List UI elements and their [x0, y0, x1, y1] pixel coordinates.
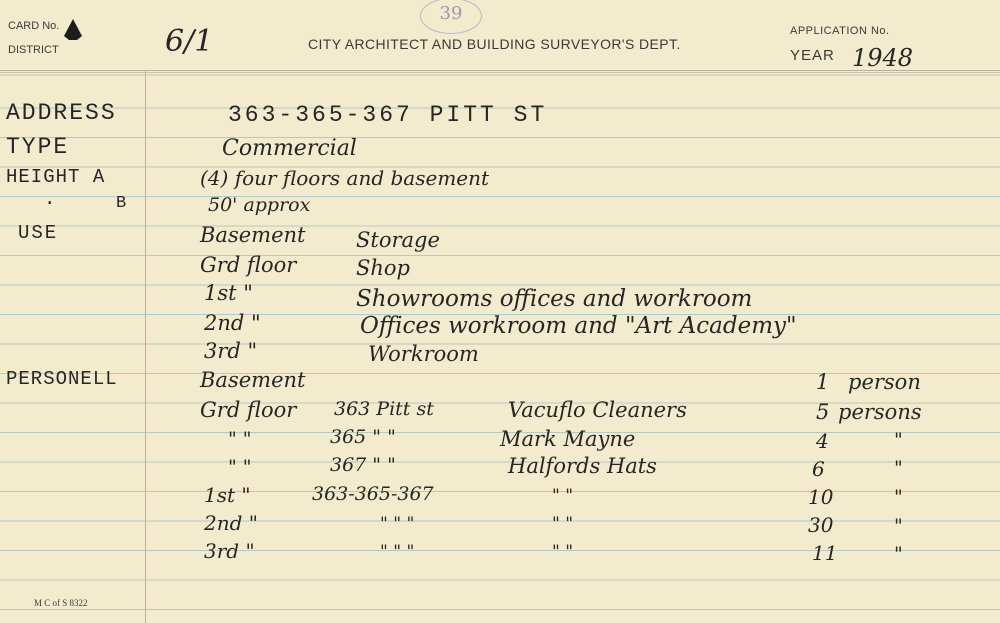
- personnel-unit: ": [894, 515, 903, 537]
- use-description: Storage: [356, 228, 440, 252]
- height-a-value: (4) four floors and basement: [200, 166, 490, 190]
- height-a-label: HEIGHT A: [6, 166, 106, 188]
- height-b-mark: .: [44, 188, 58, 210]
- personnel-unit: ": [894, 543, 903, 565]
- personnel-floor: Grd floor: [200, 398, 297, 422]
- personnel-number: " " ": [380, 542, 415, 562]
- use-description: Offices workroom and "Art Academy": [360, 313, 797, 339]
- personnel-count: 4: [816, 429, 829, 453]
- personnel-unit: person: [848, 370, 921, 394]
- personnel-count: 30: [808, 513, 834, 537]
- use-description: Shop: [356, 256, 410, 280]
- personnel-occupant: Mark Mayne: [500, 427, 636, 451]
- form-code: M C of S 8322: [34, 598, 88, 608]
- use-floor: 3rd ": [204, 339, 258, 363]
- use-label: USE: [18, 222, 59, 244]
- personnel-occupant: Halfords Hats: [508, 454, 657, 478]
- personnel-count: 10: [808, 485, 834, 509]
- personnel-number: 363-365-367: [312, 483, 434, 505]
- personnel-unit: ": [894, 457, 903, 479]
- punch-hole-icon: [60, 18, 86, 44]
- address-value: 363-365-367 PITT ST: [228, 102, 548, 128]
- personnel-occupant: " ": [552, 486, 574, 506]
- use-floor: 2nd ": [204, 311, 261, 335]
- label-column-margin: [145, 70, 146, 623]
- address-label: ADDRESS: [6, 100, 117, 126]
- stamp-number: 39: [420, 0, 482, 34]
- height-b-label: B: [116, 194, 129, 213]
- personnel-occupant: " ": [552, 514, 574, 534]
- personnel-unit: persons: [838, 400, 922, 424]
- use-description: Showrooms offices and workroom: [356, 286, 753, 312]
- personnel-number: 367 " ": [330, 454, 396, 476]
- card-no-label: CARD No.: [8, 20, 60, 32]
- personnel-number: 365 " ": [330, 426, 396, 448]
- year-label: YEAR: [790, 47, 835, 64]
- personnel-number: 363 Pitt st: [334, 398, 434, 420]
- application-no-label: APPLICATION No.: [790, 25, 890, 37]
- personnel-unit: ": [894, 429, 903, 451]
- personnel-floor: 1st ": [204, 483, 251, 507]
- year-value: 1948: [852, 44, 914, 72]
- district-label: DISTRICT: [8, 44, 59, 56]
- personnel-count: 6: [812, 457, 825, 481]
- use-floor: 1st ": [204, 281, 253, 305]
- header-divider: [0, 70, 1000, 71]
- personnel-count: 5: [816, 400, 830, 424]
- personnel-count: 1: [816, 370, 830, 394]
- personnel-floor: 3rd ": [204, 539, 255, 563]
- header-divider-secondary: [0, 72, 1000, 73]
- personell-label: PERSONELL: [6, 368, 118, 390]
- personnel-occupant: Vacuflo Cleaners: [508, 398, 687, 422]
- height-b-value: 50' approx: [208, 194, 311, 216]
- personnel-floor: Basement: [200, 368, 306, 392]
- type-value: Commercial: [222, 136, 357, 161]
- use-floor: Grd floor: [200, 253, 297, 277]
- personnel-count: 11: [812, 541, 838, 565]
- personnel-number: " " ": [380, 514, 415, 534]
- type-label: TYPE: [6, 134, 70, 160]
- district-value: 6/1: [165, 24, 214, 59]
- use-description: Workroom: [368, 342, 479, 366]
- personnel-floor: " ": [228, 428, 252, 450]
- personnel-floor: " ": [228, 456, 252, 478]
- personnel-floor: 2nd ": [204, 511, 258, 535]
- personnel-occupant: " ": [552, 542, 574, 562]
- department-title: CITY ARCHITECT AND BUILDING SURVEYOR'S DEPT.: [308, 36, 681, 52]
- personnel-unit: ": [894, 486, 903, 508]
- use-floor: Basement: [200, 223, 306, 247]
